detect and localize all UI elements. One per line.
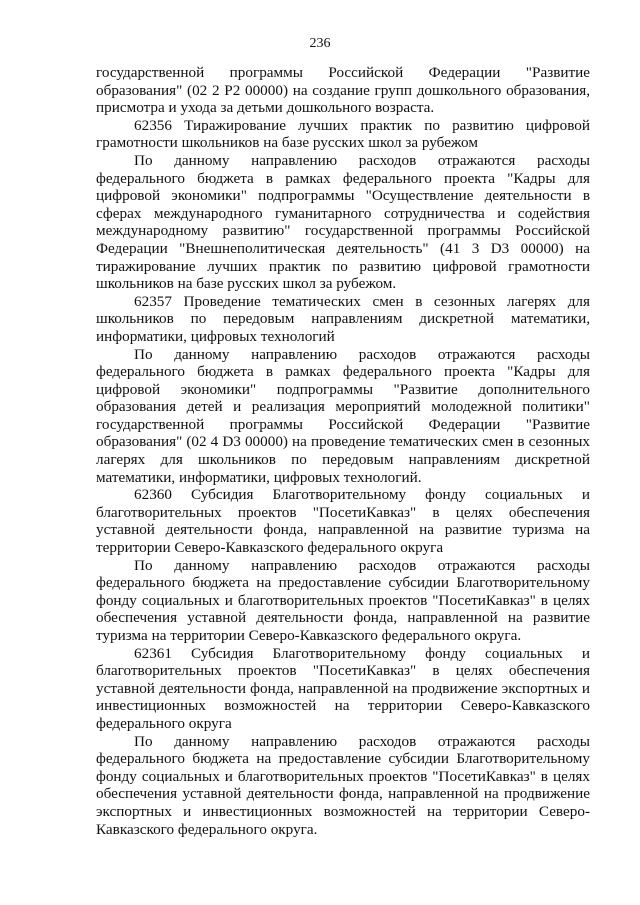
page-number: 236	[309, 36, 331, 51]
document-body	[96, 64, 590, 838]
paragraph-62356-description: По данному направлению расходов отражаются расходы федерального бюджета в рамках федерального проекта "Кадры для цифровой экономики" подпрограммы "Осуществление деятельности в сферах международного гуманитарного сотрудничества и содействия международному развитию" государственной программы Российской Федерации "Внешнеполитическая деятельность" (41 3 D3 00000) на тиражирование лучших практик по развитию цифровой грамотности школьников на базе русских школ за рубежом.	[96, 151, 590, 293]
paragraph-62357-description: По данному направлению расходов отражаются расходы федерального бюджета в рамках федерального проекта "Кадры для цифровой экономики" подпрограммы "Развитие дополнительного образования детей и реализация мероприятий молодежной политики" государственной программы Российской Федерации "Развитие образования" (02 4 D3 00000) на проведение тематических смен в сезонных лагерях для школьников по передовым направлениям дискретной математики, информатики, цифровых технологий.	[96, 345, 590, 486]
paragraph-continuation: государственной программы Российской Федерации "Развитие образования" (02 2 Р2 00000) на создание групп дошкольного образования, присмотра и ухода за детьми дошкольного возраста.	[96, 64, 590, 117]
section-heading-62361: 62361 Субсидия Благотворительному фонду социальных и благотворительных проектов "ПосетиКавказ" в целях обеспечения уставной деятельности фонда, направленной на продвижение экспортных и инвестиционных возможностей на территории Северо-Кавказского федерального округа	[96, 644, 590, 732]
section-heading-62360: 62360 Субсидия Благотворительному фонду социальных и благотворительных проектов "ПосетиКавказ" в целях обеспечения уставной деятельности фонда, направленной на развитие туризма на территории Северо-Кавказского федерального округа	[96, 486, 590, 557]
paragraph-62360-description: По данному направлению расходов отражаются расходы федерального бюджета на предоставление субсидии Благотворительному фонду социальных и благотворительных проектов "ПосетиКавказ" в целях обеспечения уставной деятельности фонда, направленной на развитие туризма на территории Северо-Кавказского федерального округа.	[96, 556, 590, 644]
section-heading-62356: 62356 Тиражирование лучших практик по развитию цифровой грамотности школьников на базе русских школ за рубежом	[96, 116, 590, 152]
paragraph-62361-description: По данному направлению расходов отражаются расходы федерального бюджета на предоставление субсидии Благотворительному фонду социальных и благотворительных проектов "ПосетиКавказ" в целях обеспечения уставной деятельности фонда, направленной на продвижение экспортных и инвестиционных возможностей на территории Северо-Кавказского федерального округа.	[96, 732, 590, 838]
section-heading-62357: 62357 Проведение тематических смен в сезонных лагерях для школьников по передовым направлениям дискретной математики, информатики, цифровых технологий	[96, 292, 590, 345]
